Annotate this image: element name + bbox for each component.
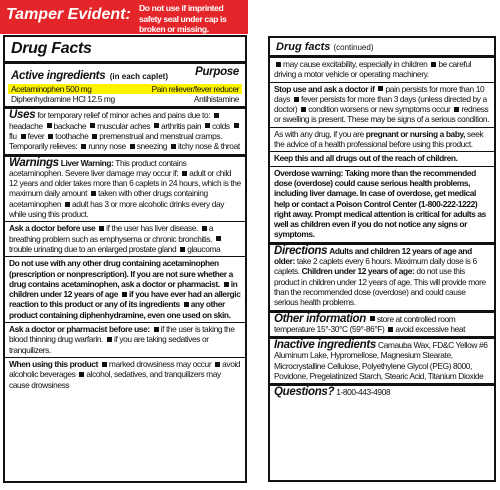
pregnancy-section: As with any drug, if you are pregnant or nursing a baby, seek the advice of a health professional before using this product. xyxy=(274,128,484,150)
continued-warnings: may cause excitability, especially in children be careful driving a motor vehicle or operating machinery. xyxy=(274,59,472,80)
inactive-ingredients-section: Inactive ingredients Carnauba Wax, FD&C Yellow #6 Aluminum Lake, Hypromellose, Magnesium Stearate, Microcrystalline Cellulose, Polyethylene Glycol (PEG) 8000, Povidone, Pregelatinized Starch, Stearic Acid, Titanium Dioxide xyxy=(274,339,488,382)
uses-section: Uses for temporary relief of minor aches and pains due to: headache backache muscular aches arthritis pain colds flu fever toothache premenstrual and menstrual cramps. Temporarily relieves: runny nose sneezing itchy nose & throat xyxy=(9,109,240,152)
warnings-section: Warnings Liver Warning: This product contains acetaminophen. Severe liver damage may occur if: adult or child 12 years and older takes more than 6 caplets in 24 hours, which is the maximum daily amount taken with other drugs containing acetaminophen adult has 3 or more alcoholic drinks every day while using this product. xyxy=(9,156,241,220)
active-ingredient-row: Acetaminophen 500 mg Pain reliever/fever reducer xyxy=(8,84,242,94)
active-ingredients-heading: Active ingredients xyxy=(11,70,106,82)
directions-section: Directions Adults and children 12 years of age and older: take 2 caplets every 6 hours. Maximum daily dose is 6 caplets. Children under 12 years of age: do not use this product in children under 12 years of age. This will provide more than the recommended dose (overdose) and could cause serious health problems. xyxy=(274,244,486,308)
overdose-warning: Overdose warning: Taking more than the recommended dose (overdose) could cause serious health problems, including liver damage. In case of overdose, get medical help or contact a Poison Control Center (1-800-222-1222) right away. Prompt medical attention is critical for adults as well as children even if you do not notice any signs or symptoms. xyxy=(274,167,486,240)
stop-use-section: Stop use and ask a doctor if pain persists for more than 10 days fever persists for more than 3 days (unless directed by a doctor) condition worsens or new symptoms occur redness or swelling is present. These may be signs of a serious condition. xyxy=(274,83,490,125)
active-ingredient-row: Diphenhydramine HCl 12.5 mg Antihistamine xyxy=(11,94,239,105)
purpose-heading: Purpose xyxy=(195,66,239,78)
ask-doctor-section: Ask a doctor before use if the user has liver disease. a breathing problem such as emphysema or chronic bronchitis. trouble urinating due to an enlarged prostate gland glaucoma xyxy=(9,223,221,254)
questions-section: Questions? 1-800-443-4908 xyxy=(274,386,391,399)
drug-facts-continued-title: Drug facts (continued) xyxy=(276,41,374,53)
drug-facts-panel-right xyxy=(268,36,496,482)
when-using-section: When using this product marked drowsiness may occur avoid alcoholic beverages alcohol, sedatives, and tranquilizers may cause drowsiness xyxy=(9,358,241,390)
active-ingredients-section: Active ingredients (in each caplet) Purpose Acetaminophen 500 mg Pain reliever/fever reducer Diphenhydramine HCl 12.5 mg Antihistamine xyxy=(5,64,245,106)
drug-facts-panel-left xyxy=(3,35,247,483)
keep-out-of-reach: Keep this and all drugs out of the reach of children. xyxy=(274,153,458,164)
ask-pharmacist-section: Ask a doctor or pharmacist before use: if the user is taking the blood thinning drug warfarin. if you are taking sedatives or tranquilizers. xyxy=(9,324,235,355)
tamper-text: Do not use if imprinted safety seal under cap is broken or missing. xyxy=(139,3,227,35)
drug-facts-title: Drug Facts xyxy=(11,40,92,57)
tamper-title: Tamper Evident: xyxy=(6,6,131,23)
tamper-evident-banner xyxy=(0,0,248,34)
phone-number: 1-800-443-4908 xyxy=(336,387,391,398)
do-not-use-section: Do not use with any other drug containing acetaminophen (prescription or nonprescription). If you are not sure whether a drug contains acetaminophen, ask a doctor or pharmacist. in children under 12 years of age if you have ever had an allergic reaction to this product or any of its ingredients any other product containing diphenhydramine, even one used on skin. xyxy=(9,258,241,320)
other-information-section: Other information store at controlled room temperature 15°-30°C (59°-86°F) avoid excessive heat xyxy=(274,312,466,334)
